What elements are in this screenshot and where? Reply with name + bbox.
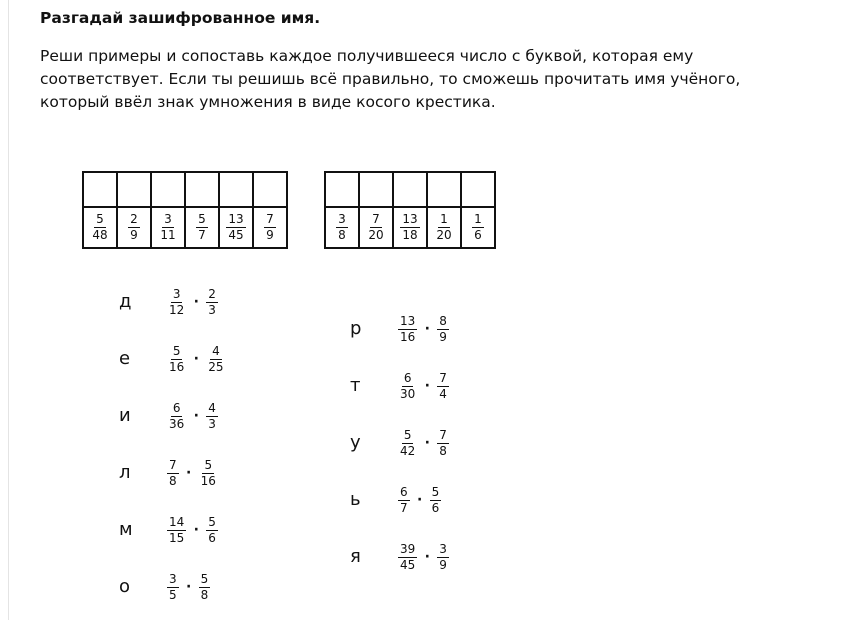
denominator: 11 [160, 228, 176, 242]
fraction-cell [185, 207, 219, 248]
clue-t [348, 369, 449, 403]
denominator: 16 [200, 473, 216, 488]
numerator: 4 [208, 400, 216, 415]
fraction [437, 543, 449, 572]
answer-cell[interactable] [393, 172, 427, 207]
denominator: 9 [439, 329, 447, 344]
multiply-dot: · [424, 435, 430, 451]
fraction-cell [151, 207, 185, 248]
fraction [199, 459, 218, 488]
clue-u [348, 426, 449, 460]
fraction [437, 372, 449, 401]
fraction [158, 213, 177, 242]
clue-letter: д [119, 291, 132, 312]
denominator: 12 [169, 302, 185, 317]
clue-letter: е [119, 348, 131, 369]
clue-e [117, 342, 226, 376]
multiply-dot: · [424, 321, 430, 337]
denominator: 8 [200, 587, 209, 602]
fraction [167, 459, 179, 488]
clue-d [117, 285, 218, 319]
numerator: 5 [200, 571, 209, 586]
denominator: 9 [439, 557, 447, 572]
numerator: 7 [169, 457, 177, 472]
left-divider [8, 0, 9, 620]
clue-letter: и [119, 405, 131, 426]
fraction [199, 573, 211, 602]
numerator: 7 [372, 212, 380, 226]
answer-cell[interactable] [219, 172, 253, 207]
answer-cell[interactable] [427, 172, 461, 207]
answer-cell[interactable] [325, 172, 359, 207]
denominator: 42 [400, 443, 416, 458]
answer-cell[interactable] [253, 172, 287, 207]
fraction [400, 213, 419, 242]
numerator: 4 [212, 343, 220, 358]
fraction [226, 213, 245, 242]
denominator: 8 [338, 228, 346, 242]
clue-letter: м [119, 519, 133, 540]
answer-grid-2 [324, 171, 496, 249]
multiply-dot: · [424, 378, 430, 394]
denominator: 5 [169, 587, 177, 602]
numerator: 3 [172, 286, 181, 301]
fraction [206, 345, 225, 374]
denominator: 4 [439, 386, 447, 401]
clue-letter: т [350, 375, 361, 396]
numerator: 5 [198, 212, 206, 226]
denominator: 25 [208, 359, 224, 374]
answer-cell[interactable] [461, 172, 495, 207]
multiply-dot: · [185, 579, 192, 595]
denominator: 9 [266, 228, 274, 242]
denominator: 15 [169, 530, 185, 545]
fraction-cell [461, 207, 495, 248]
fraction [336, 213, 348, 242]
fraction-cell [83, 207, 117, 248]
numerator: 5 [431, 484, 440, 499]
denominator: 7 [198, 228, 206, 242]
multiply-dot: · [424, 549, 430, 565]
multiply-dot: · [416, 492, 423, 508]
denominator: 6 [431, 500, 440, 515]
clue-letter: о [119, 576, 131, 597]
clue-ya [348, 540, 449, 574]
numerator: 13 [402, 212, 418, 226]
fraction [167, 573, 179, 602]
multiply-dot: · [193, 408, 199, 424]
fraction-cell [325, 207, 359, 248]
fraction [472, 213, 484, 242]
numerator: 6 [400, 484, 408, 499]
clue-r [348, 312, 449, 346]
numerator: 1 [440, 212, 448, 226]
numerator: 1 [474, 212, 482, 226]
numerator: 5 [403, 427, 412, 442]
answer-cell[interactable] [359, 172, 393, 207]
clue-letter: л [119, 462, 131, 483]
denominator: 20 [436, 228, 452, 242]
fraction-cell [359, 207, 393, 248]
denominator: 45 [228, 228, 244, 242]
clue-o [117, 570, 210, 604]
denominator: 48 [92, 228, 108, 242]
fraction [437, 429, 449, 458]
fraction [437, 315, 449, 344]
numerator: 5 [204, 457, 213, 472]
fraction [398, 315, 417, 344]
multiply-dot: · [193, 351, 199, 367]
fraction [128, 213, 140, 242]
denominator: 20 [368, 228, 384, 242]
clue-letter: я [350, 546, 361, 567]
task-instructions: Реши примеры и сопоставь каждое получившееся число с буквой, которая ему соответствует. Если ты решишь всё правильно, то сможешь прочитать имя учёного, который ввёл знак умножения в виде косого крестика. [40, 47, 741, 111]
fraction [206, 402, 218, 431]
fraction [90, 213, 109, 242]
fraction-cell [427, 207, 461, 248]
numerator: 3 [338, 212, 346, 226]
denominator: 16 [400, 329, 416, 344]
numerator: 3 [169, 571, 177, 586]
denominator: 45 [400, 557, 416, 572]
fraction [206, 516, 218, 545]
fraction-cell [219, 207, 253, 248]
fraction [366, 213, 385, 242]
fraction-row [325, 207, 495, 248]
answer-row [325, 172, 495, 207]
numerator: 13 [400, 313, 416, 328]
numerator: 2 [208, 286, 216, 301]
fraction [398, 543, 417, 572]
clue-letter: ь [350, 489, 361, 510]
clue-soft-sign [348, 483, 441, 517]
fraction [398, 429, 417, 458]
denominator: 9 [130, 228, 138, 242]
fraction [434, 213, 453, 242]
fraction-cell [253, 207, 287, 248]
denominator: 30 [400, 386, 416, 401]
multiply-dot: · [193, 522, 199, 538]
fraction [398, 486, 410, 515]
numerator: 6 [172, 400, 181, 415]
fraction [430, 486, 442, 515]
numerator: 3 [439, 541, 447, 556]
numerator: 5 [172, 343, 181, 358]
fraction-row [83, 207, 287, 248]
denominator: 3 [208, 416, 216, 431]
answer-row [83, 172, 287, 207]
denominator: 18 [402, 228, 418, 242]
numerator: 14 [169, 514, 185, 529]
fraction [167, 516, 186, 545]
numerator: 7 [266, 212, 274, 226]
numerator: 6 [403, 370, 412, 385]
answer-cell[interactable] [117, 172, 151, 207]
numerator: 8 [439, 313, 447, 328]
numerator: 5 [208, 514, 216, 529]
denominator: 16 [169, 359, 185, 374]
numerator: 39 [400, 541, 416, 556]
task-title: Разгадай зашифрованное имя. [40, 9, 321, 27]
clue-l [117, 456, 218, 490]
fraction [264, 213, 276, 242]
denominator: 7 [400, 500, 408, 515]
denominator: 6 [474, 228, 482, 242]
answer-grid-1 [82, 171, 288, 249]
answer-cell[interactable] [151, 172, 185, 207]
numerator: 7 [439, 427, 447, 442]
denominator: 3 [208, 302, 216, 317]
numerator: 13 [228, 212, 244, 226]
clue-i [117, 399, 218, 433]
fraction [398, 372, 417, 401]
answer-cell[interactable] [185, 172, 219, 207]
fraction [167, 402, 186, 431]
fraction [167, 288, 186, 317]
fraction-cell [117, 207, 151, 248]
numerator: 2 [130, 212, 138, 226]
denominator: 8 [169, 473, 177, 488]
fraction [206, 288, 218, 317]
multiply-dot: · [185, 465, 192, 481]
denominator: 6 [208, 530, 216, 545]
fraction-cell [393, 207, 427, 248]
denominator: 8 [439, 443, 447, 458]
fraction [196, 213, 208, 242]
numerator: 7 [439, 370, 447, 385]
fraction [167, 345, 186, 374]
denominator: 36 [169, 416, 185, 431]
multiply-dot: · [193, 294, 199, 310]
clue-letter: у [350, 432, 361, 453]
numerator: 3 [164, 212, 172, 226]
clue-m [117, 513, 218, 547]
numerator: 5 [96, 212, 104, 226]
clue-letter: р [350, 318, 362, 339]
answer-cell[interactable] [83, 172, 117, 207]
